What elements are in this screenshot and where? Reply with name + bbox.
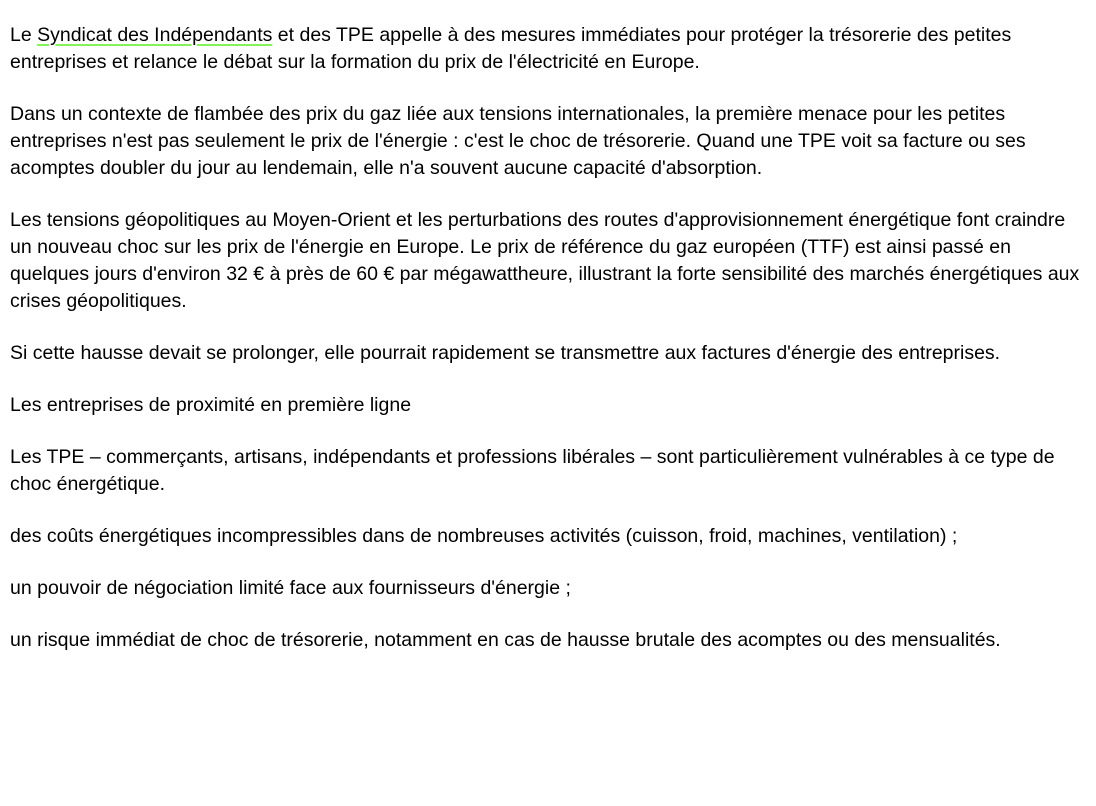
list-item-negotiation-power: un pouvoir de négociation limité face aux fournisseurs d'énergie ; xyxy=(10,577,571,599)
paragraph-intro xyxy=(10,22,1087,76)
paragraph-geopolitics-gas-price: Les tensions géopolitiques au Moyen-Orient et les perturbations des routes d'approvisionnement énergétique font craindre un nouveau choc sur les prix de l'énergie en Europe. Le prix de référence du gaz européen (TTF) est ainsi passé en quelques jours d'environ 32 € à près de 60 € par mégawattheure, illustrant la forte sensibilité des marchés énergétiques aux crises géopolitiques. xyxy=(10,209,1080,312)
intro-suffix: et des TPE appelle à des mesures immédiates pour protéger la trésorerie des petites entreprises et relance le débat sur la formation du prix de l'électricité en Europe. xyxy=(10,24,1012,73)
paragraph-treasury-shock: Dans un contexte de flambée des prix du gaz liée aux tensions internationales, la première menace pour les petites entreprises n'est pas seulement le prix de l'énergie : c'est le choc de trésorerie. Quand une TPE voit sa facture ou ses acomptes doubler du jour au lendemain, elle n'a souvent aucune capacité d'absorption. xyxy=(10,103,1026,179)
paragraph-price-transmission: Si cette hausse devait se prolonger, elle pourrait rapidement se transmettre aux factures d'énergie des entreprises. xyxy=(10,342,1001,364)
list-item-treasury-risk: un risque immédiat de choc de trésorerie, notamment en cas de hausse brutale des acomptes ou des mensualités. xyxy=(10,629,1001,651)
intro-prefix: Le xyxy=(10,24,38,46)
paragraph-tpe-vulnerability: Les TPE – commerçants, artisans, indépendants et professions libérales – sont particulièrement vulnérables à ce type de choc énergétique. xyxy=(10,446,1055,495)
list-item-energy-costs: des coûts énergétiques incompressibles dans de nombreuses activités (cuisson, froid, machines, ventilation) ; xyxy=(10,525,958,547)
subhead-proximity-businesses: Les entreprises de proximité en première ligne xyxy=(10,394,412,416)
syndicat-link[interactable]: Syndicat des Indépendants xyxy=(37,24,273,46)
